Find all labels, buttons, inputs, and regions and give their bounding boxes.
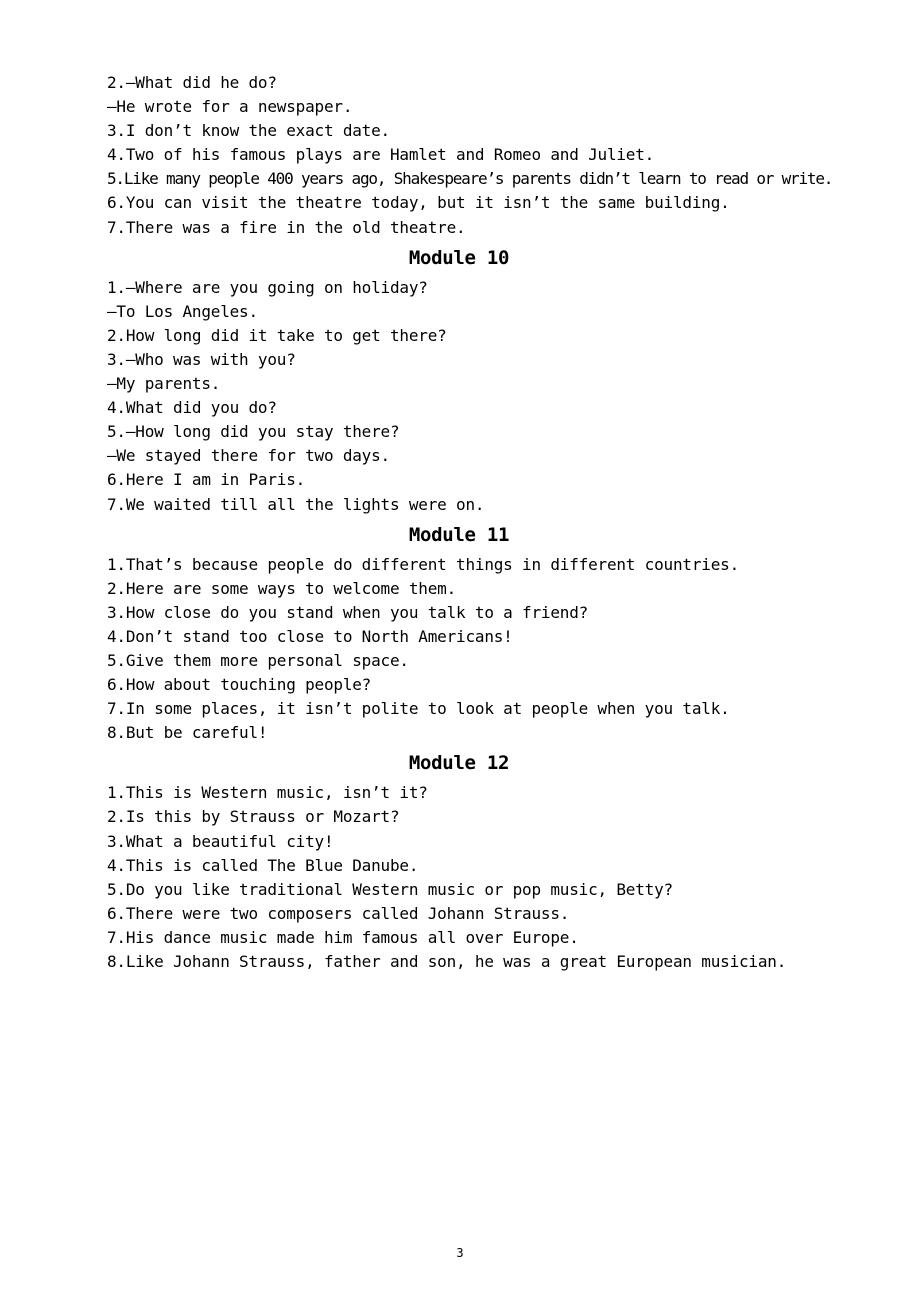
module-line: 8.But be careful! bbox=[107, 723, 268, 743]
module-line: 3.What a beautiful city! bbox=[107, 831, 334, 851]
module-heading: Module 10 bbox=[408, 246, 510, 269]
module-line: 6.Here I am in Paris. bbox=[107, 470, 306, 490]
module-line: —We stayed there for two days. bbox=[107, 446, 390, 466]
module-line: 2.How long did it take to get there? bbox=[107, 325, 447, 345]
intro-line: 2.—What did he do? bbox=[107, 73, 277, 92]
module-line: 7.We waited till all the lights were on. bbox=[107, 494, 485, 514]
module-line: —To Los Angeles. bbox=[107, 301, 258, 321]
module-12-section bbox=[107, 751, 867, 974]
module-line: —My parents. bbox=[107, 374, 221, 394]
module-10-section bbox=[107, 246, 867, 517]
module-line: 3.How close do you stand when you talk to a friend? bbox=[107, 602, 589, 622]
module-line: 6.How about touching people? bbox=[107, 675, 372, 695]
intro-line: 3.I don’t know the exact date. bbox=[107, 121, 390, 141]
intro-line: 4.Two of his famous plays are Hamlet and Romeo and Juliet. bbox=[107, 145, 655, 165]
intro-line: —He wrote for a newspaper. bbox=[107, 97, 353, 117]
module-heading: Module 12 bbox=[408, 752, 510, 775]
module-line: 5.Do you like traditional Western music or pop music, Betty? bbox=[107, 879, 673, 899]
module-line: 3.—Who was with you? bbox=[107, 349, 296, 369]
document-page bbox=[107, 71, 867, 974]
module-11-section bbox=[107, 523, 867, 746]
module-line: 1.That’s because people do different things in different countries. bbox=[107, 554, 739, 574]
intro-line: 6.You can visit the theatre today, but it isn’t the same building. bbox=[107, 193, 730, 213]
intro-section bbox=[107, 71, 867, 240]
module-line: 5.—How long did you stay there? bbox=[107, 422, 400, 442]
intro-line: 7.There was a fire in the old theatre. bbox=[107, 217, 466, 237]
module-line: 2.Here are some ways to welcome them. bbox=[107, 578, 457, 598]
module-line: 1.This is Western music, isn’t it? bbox=[107, 783, 428, 803]
module-line: 4.Don’t stand too close to North Americans! bbox=[107, 626, 513, 646]
module-line: 7.In some places, it isn’t polite to look at people when you talk. bbox=[107, 699, 730, 719]
module-heading: Module 11 bbox=[408, 523, 510, 546]
module-line: 4.What did you do? bbox=[107, 398, 277, 418]
page-number: 3 bbox=[456, 1246, 464, 1260]
intro-line: 5.Like many people 400 years ago, Shakespeare’s parents didn’t learn to read or write. bbox=[107, 169, 833, 189]
module-line: 2.Is this by Strauss or Mozart? bbox=[107, 807, 400, 827]
module-line: 7.His dance music made him famous all over Europe. bbox=[107, 927, 579, 947]
module-line: 5.Give them more personal space. bbox=[107, 650, 409, 670]
module-line: 6.There were two composers called Johann Strauss. bbox=[107, 903, 570, 923]
module-line: 8.Like Johann Strauss, father and son, he was a great European musician. bbox=[107, 952, 787, 971]
module-line: 1.—Where are you going on holiday? bbox=[107, 277, 428, 297]
module-line: 4.This is called The Blue Danube. bbox=[107, 855, 419, 875]
